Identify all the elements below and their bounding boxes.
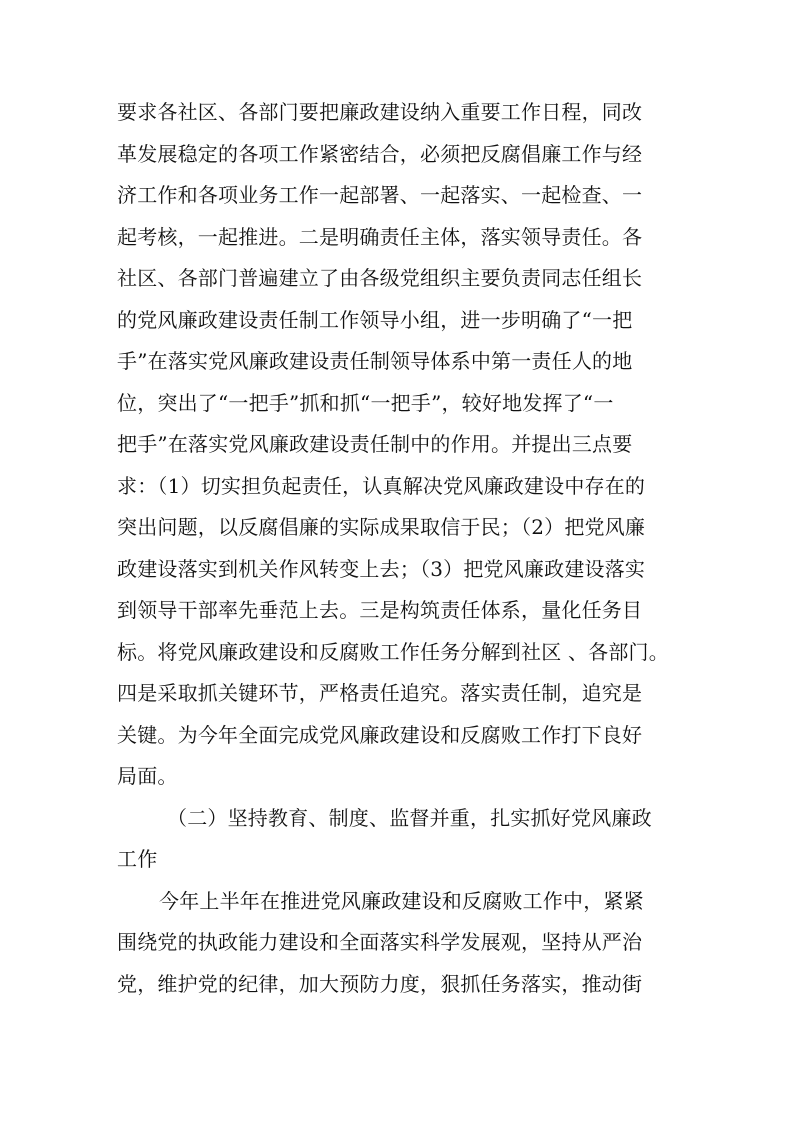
text-line: 局面。 [117,764,178,788]
section-heading-line: （二）坚持教育、制度、监督并重，扎实抓好党风廉政 [167,805,652,830]
text-line: 起考核，一起推进。二是明确责任主体，落实领导责任。各 [117,224,643,249]
text-line: 党，维护党的纪律，加大预防力度，狠抓任务落实，推动街 [117,971,643,996]
text-line: 围绕党的执政能力建设和全面落实科学发展观，坚持从严治 [117,930,643,954]
section-heading-line: 工作 [117,847,158,871]
text-line: 手”在落实党风廉政建设责任制领导体系中第一责任人的地 [117,349,633,373]
text-line: 革发展稳定的各项工作紧密结合，必须把反腐倡廉工作与经 [117,141,643,166]
text-line: 求：（1）切实担负起责任，认真解决党风廉政建设中存在的 [117,473,646,498]
text-line: 把手”在落实党风廉政建设责任制中的作用。并提出三点要 [117,432,633,456]
text-line: 政建设落实到机关作风转变上去；（3）把党风廉政建设落实 [117,556,646,581]
text-line: 今年上半年在推进党风廉政建设和反腐败工作中，紧紧 [159,888,644,913]
text-line: 四是采取抓关键环节，严格责任追究。落实责任制，追究是 [117,681,643,705]
text-line: 到领导干部率先垂范上去。三是构筑责任体系，量化任务目 [117,598,643,622]
text-line: 的党风廉政建设责任制工作领导小组，进一步明确了“一把 [117,307,633,332]
text-line: 标。将党风廉政建设和反腐败工作任务分解到社区 、各部门。 [117,639,669,664]
paragraph-1 [117,92,682,798]
text-line: 位，突出了“一把手”抓和抓“一把手”，较好地发挥了“一 [117,390,614,415]
text-line: 突出问题，以反腐倡廉的实际成果取信于民；（2）把党风廉 [117,515,646,539]
text-line: 要求各社区、各部门要把廉政建设纳入重要工作日程，同改 [117,100,643,124]
text-line: 关键。为今年全面完成党风廉政建设和反腐败工作打下良好 [117,722,643,747]
section-heading [117,798,682,881]
text-line: 社区、各部门普遍建立了由各级党组织主要负责同志任组长 [117,266,643,290]
text-line: 济工作和各项业务工作一起部署、一起落实、一起检查、一 [117,183,643,207]
document-body [117,92,682,1005]
paragraph-2 [117,881,682,1006]
